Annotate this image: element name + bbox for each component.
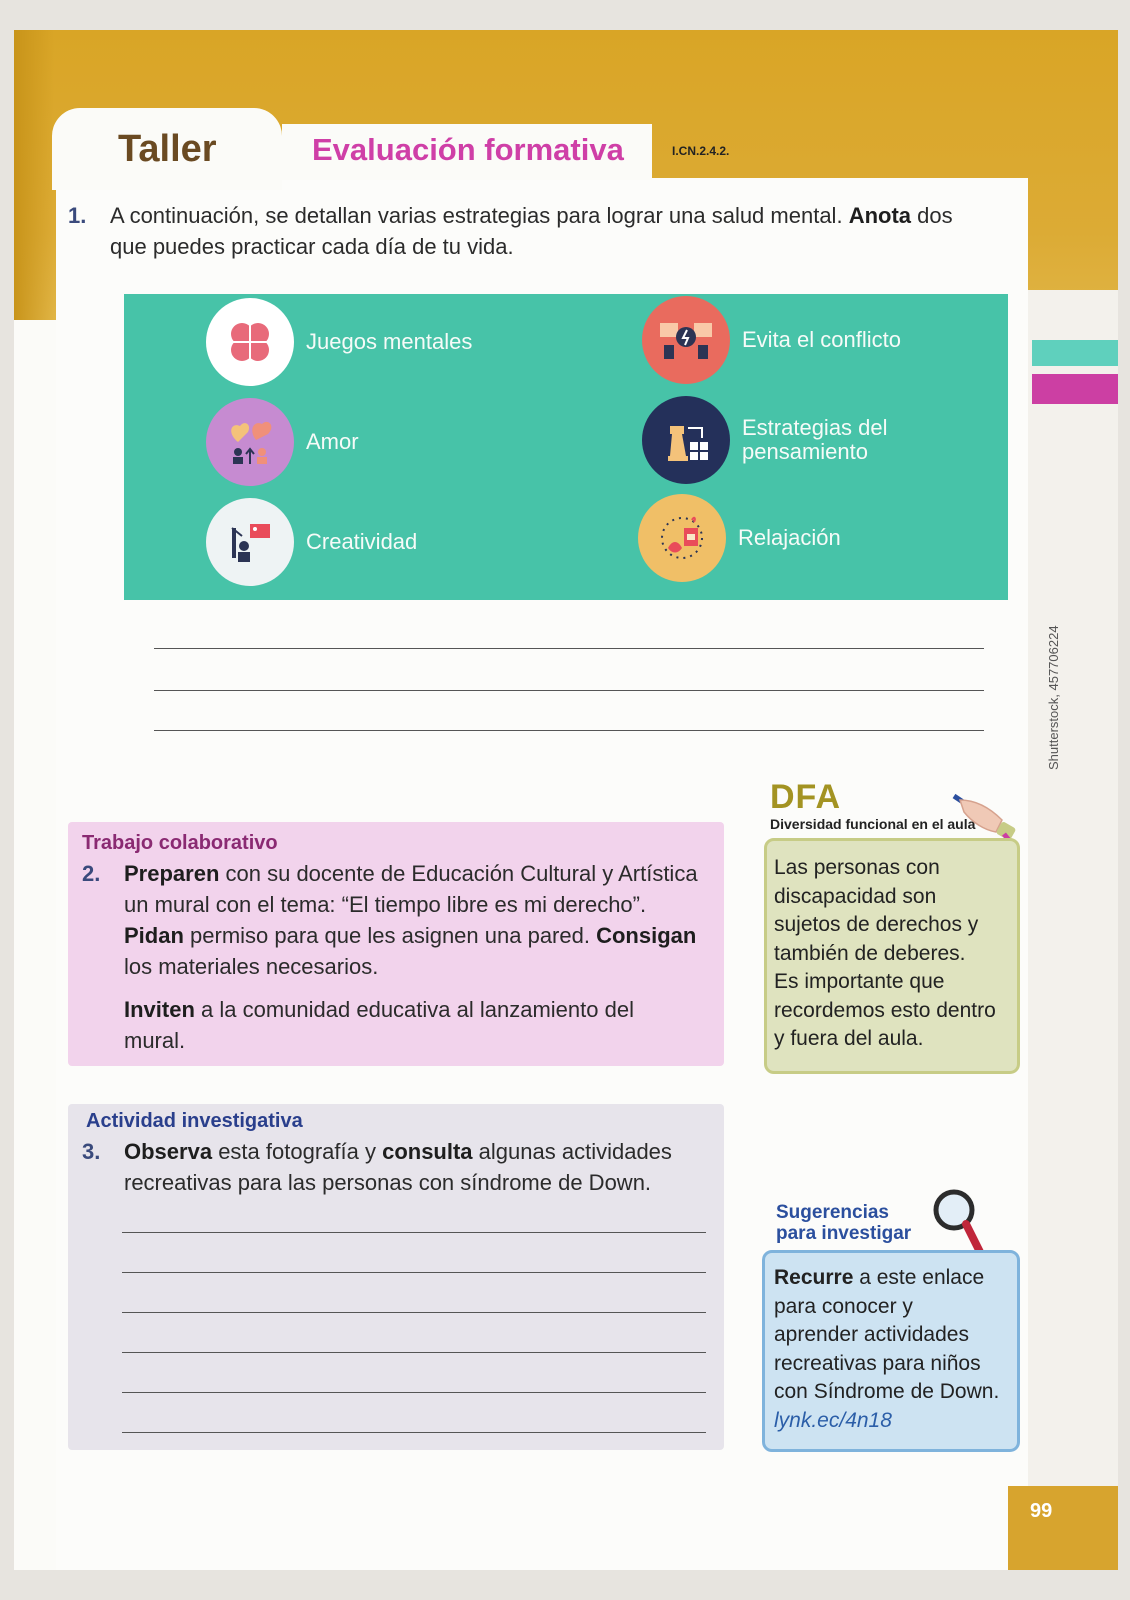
brain-icon [206, 298, 294, 386]
relax-icon [638, 494, 726, 582]
question-number: 3. [82, 1139, 101, 1164]
question-number: 2. [82, 861, 101, 886]
answer-line[interactable] [122, 1392, 706, 1393]
question-verb: Observa [124, 1139, 213, 1164]
question-text: a la comunidad educativa al lanzamiento del [201, 997, 634, 1022]
strategy-label: Juegos mentales [306, 329, 473, 354]
answer-line[interactable] [154, 730, 984, 731]
question-text: dos [917, 203, 953, 228]
creativity-icon [206, 498, 294, 586]
answer-line[interactable] [154, 690, 984, 691]
strategy-label: Creatividad [306, 529, 418, 554]
strategy-label: Evita el conflicto [742, 327, 901, 352]
question-verb: Anota [848, 203, 912, 228]
strategy-amor [206, 398, 359, 486]
question-3 [82, 1136, 714, 1198]
edge-tab-magenta [1032, 374, 1118, 404]
question-text: permiso para que les asignen una pared. [190, 923, 590, 948]
question-verb: Pidan [124, 923, 184, 948]
answer-line[interactable] [122, 1352, 706, 1353]
answer-line[interactable] [122, 1232, 706, 1233]
strategy-label: Estrategias del pensamiento [742, 415, 888, 464]
page-number-tab [1008, 1486, 1118, 1570]
question-2 [82, 858, 714, 1056]
question-text: recreativas para las personas con síndrome de Down. [124, 1170, 652, 1195]
suggestions-text: Recurre a este enlace para conocer y aprender actividades recreativas para niños con Síndrome de Down. lynk.ec/4n18 [774, 1264, 999, 1435]
photo-credit: Shutterstock, 457706224 [1046, 625, 1061, 770]
question-verb: Consigan [596, 923, 697, 948]
research-activity-title: Actividad investigativa [86, 1110, 303, 1132]
question-text: algunas actividades [478, 1139, 672, 1164]
strategy-creatividad [206, 498, 417, 586]
question-text: mural. [124, 1028, 186, 1053]
question-text: que puedes practicar cada día de tu vida. [110, 234, 514, 259]
conflict-icon [642, 296, 730, 384]
question-text: A continuación, se detallan varias estrategias para lograr una salud mental. [110, 203, 843, 228]
question-text: los materiales necesarios. [124, 954, 379, 979]
dfa-text: Las personas con discapacidad son sujetos de derechos y también de deberes. Es importante que recordemos esto dentro y fuera del aula. [774, 856, 996, 1050]
answer-line[interactable] [122, 1272, 706, 1273]
question-text: con su docente de Educación Cultural y Artística [225, 861, 698, 886]
question-text: esta fotografía y [218, 1139, 376, 1164]
chess-icon [642, 396, 730, 484]
edge-tab-teal [1032, 340, 1118, 366]
question-verb: Preparen [124, 861, 220, 886]
strategy-evita-conflicto [642, 296, 901, 384]
page-title: Evaluación formativa [312, 132, 624, 167]
curriculum-code: I.CN.2.4.2. [672, 144, 730, 158]
strategy-label: Amor [306, 429, 359, 454]
answer-line[interactable] [122, 1312, 706, 1313]
strategy-estrategias-pensamiento [642, 396, 888, 484]
suggestions-title: Sugerencias para investigar [776, 1202, 912, 1244]
question-verb: consulta [382, 1139, 473, 1164]
strategy-label: Relajación [738, 525, 841, 550]
question-verb: Inviten [124, 997, 195, 1022]
answer-line[interactable] [122, 1432, 706, 1433]
strategies-panel [124, 294, 1008, 600]
question-1 [68, 200, 990, 262]
strategy-juegos-mentales [206, 298, 472, 386]
right-margin [1028, 290, 1118, 1540]
resource-link[interactable]: lynk.ec/4n18 [774, 1408, 892, 1432]
dfa-subtitle: Diversidad funcional en el aula [770, 816, 976, 832]
strategy-relajacion [638, 494, 841, 582]
answer-line[interactable] [154, 648, 984, 649]
collaborative-work-title: Trabajo colaborativo [82, 832, 278, 854]
section-label: Taller [118, 128, 217, 170]
hearts-icon [206, 398, 294, 486]
page-number: 99 [1030, 1500, 1053, 1522]
dfa-title: DFA [770, 778, 841, 816]
question-text: un mural con el tema: “El tiempo libre es mi derecho”. [124, 892, 647, 917]
question-number: 1. [68, 203, 87, 228]
